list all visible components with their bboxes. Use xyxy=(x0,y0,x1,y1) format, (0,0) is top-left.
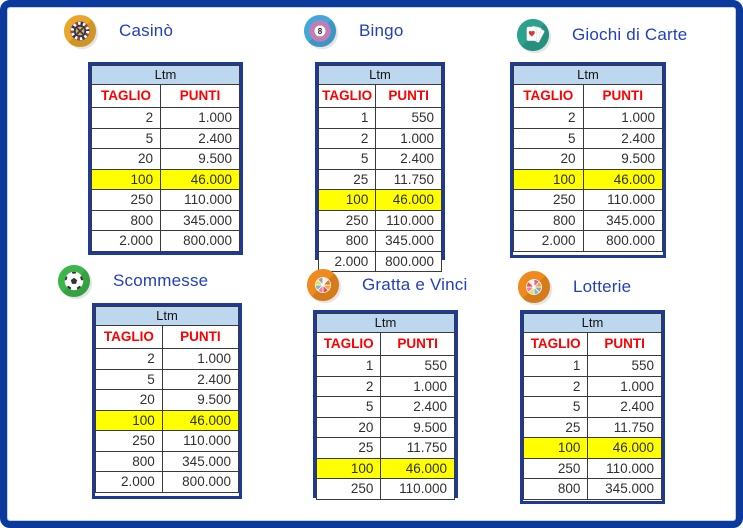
punti-cell: 345.000 xyxy=(385,233,434,248)
table-column-headers xyxy=(523,333,662,356)
taglio-cell: 20 xyxy=(96,390,163,410)
table-row xyxy=(513,170,663,191)
punti-column-header: PUNTI xyxy=(180,329,221,344)
table-row xyxy=(318,231,442,252)
punti-cell: 550 xyxy=(424,358,447,373)
table-row xyxy=(513,149,663,170)
table-group-header: Ltm xyxy=(316,313,455,333)
table-row xyxy=(523,438,662,459)
panel-title: Casinò xyxy=(119,21,174,40)
taglio-cell: 5 xyxy=(524,397,588,417)
table-row xyxy=(523,479,662,500)
taglio-cell: 5 xyxy=(317,397,381,417)
taglio-cell: 2.000 xyxy=(514,231,584,251)
table-row xyxy=(513,190,663,211)
table-row xyxy=(95,349,239,370)
table-row xyxy=(316,459,455,480)
taglio-cell: 5 xyxy=(514,129,584,149)
table-body xyxy=(316,356,455,500)
punti-cell: 9.500 xyxy=(197,392,231,407)
punti-cell: 110.000 xyxy=(606,460,654,476)
table-row xyxy=(91,170,240,191)
table-row xyxy=(318,170,442,191)
punti-cell: 110.000 xyxy=(399,481,447,496)
taglio-column-header: TAGLIO xyxy=(514,85,584,107)
svg-text:8: 8 xyxy=(317,26,323,36)
table-row xyxy=(513,211,663,232)
taglio-cell: 800 xyxy=(319,231,376,251)
table-row xyxy=(91,211,240,232)
punti-column-header: PUNTI xyxy=(602,88,644,103)
table-row xyxy=(513,231,663,252)
table-row xyxy=(523,377,662,398)
punti-cell: 46.000 xyxy=(163,411,238,431)
bingo-ball-icon xyxy=(303,14,337,48)
table-row xyxy=(316,397,455,418)
panel-title: Gratta e Vinci xyxy=(362,275,468,294)
gratta-e-vinci-points-table xyxy=(313,310,458,498)
punti-cell: 800.000 xyxy=(183,233,232,248)
punti-cell: 800.000 xyxy=(182,474,231,489)
punti-cell: 46.000 xyxy=(584,170,662,190)
punti-cell: 11.750 xyxy=(613,419,654,435)
taglio-cell: 2.000 xyxy=(96,472,163,492)
scommesse-header xyxy=(57,264,208,298)
punti-cell: 46.000 xyxy=(588,438,661,458)
giochi-di-carte-header xyxy=(516,18,687,52)
taglio-column-header: TAGLIO xyxy=(319,85,376,107)
taglio-column-header: TAGLIO xyxy=(96,326,163,348)
taglio-cell: 800 xyxy=(92,211,161,231)
punti-cell: 800.000 xyxy=(385,253,434,269)
casino-header xyxy=(63,14,173,48)
taglio-column-header: TAGLIO xyxy=(92,85,161,107)
taglio-cell: 25 xyxy=(319,170,376,190)
table-row xyxy=(95,411,239,432)
taglio-cell: 2 xyxy=(524,377,588,397)
bingo-header xyxy=(303,14,403,48)
taglio-cell: 800 xyxy=(96,452,163,472)
punti-cell: 2.400 xyxy=(621,130,655,146)
taglio-cell: 100 xyxy=(96,411,163,431)
punti-column-header: PUNTI xyxy=(388,88,429,103)
punti-cell: 1.000 xyxy=(413,378,447,394)
taglio-cell: 800 xyxy=(524,479,588,499)
table-row xyxy=(91,108,240,129)
taglio-cell: 1 xyxy=(317,356,381,376)
table-row xyxy=(316,479,455,500)
punti-cell: 2.400 xyxy=(620,399,654,414)
punti-cell: 9.500 xyxy=(413,419,447,435)
bingo-points-table xyxy=(315,62,445,269)
table-row xyxy=(318,129,442,150)
panel-title: Lotterie xyxy=(573,277,632,296)
table-group-header: Ltm xyxy=(513,65,663,85)
punti-cell: 1.000 xyxy=(620,378,654,394)
table-row xyxy=(95,390,239,411)
panel-title: Bingo xyxy=(359,21,404,40)
table-row xyxy=(523,356,662,377)
table-column-headers xyxy=(95,326,239,349)
table-row xyxy=(513,108,663,129)
gratta-e-vinci-header xyxy=(306,268,467,302)
punti-cell: 345.000 xyxy=(605,481,654,496)
taglio-cell: 2 xyxy=(319,129,376,149)
taglio-cell: 2 xyxy=(92,108,161,128)
table-row xyxy=(523,397,662,418)
punti-cell: 46.000 xyxy=(376,190,441,210)
table-body xyxy=(318,108,442,272)
punti-cell: 9.500 xyxy=(621,151,655,166)
roulette-icon xyxy=(63,14,97,48)
table-row xyxy=(318,190,442,211)
punti-column-header: PUNTI xyxy=(604,336,645,351)
punti-cell: 1.000 xyxy=(621,110,655,125)
table-row xyxy=(95,370,239,391)
soccer-ball-icon xyxy=(57,264,91,298)
table-column-headers xyxy=(91,85,240,108)
panel-title: Scommesse xyxy=(113,271,209,290)
punti-cell: 2.400 xyxy=(400,151,434,166)
punti-cell: 800.000 xyxy=(606,233,655,248)
table-body xyxy=(95,349,239,493)
taglio-cell: 100 xyxy=(92,170,161,190)
taglio-cell: 25 xyxy=(524,418,588,438)
scommesse-points-table xyxy=(92,303,242,499)
table-row xyxy=(316,438,455,459)
table-row xyxy=(91,149,240,170)
punti-column-header: PUNTI xyxy=(179,88,221,103)
table-group-header: Ltm xyxy=(523,313,662,333)
punti-cell: 2.400 xyxy=(413,399,447,414)
punti-cell: 1.000 xyxy=(198,110,232,125)
giochi-di-carte-points-table xyxy=(510,62,666,258)
table-column-headers xyxy=(318,85,442,108)
taglio-cell: 20 xyxy=(317,418,381,438)
punti-cell: 11.750 xyxy=(406,440,447,455)
table-row xyxy=(91,129,240,150)
taglio-cell: 2 xyxy=(96,349,163,369)
punti-cell: 550 xyxy=(631,358,654,373)
taglio-cell: 5 xyxy=(92,129,161,149)
taglio-column-header: TAGLIO xyxy=(524,333,588,355)
table-row xyxy=(316,356,455,377)
punti-column-header: PUNTI xyxy=(397,336,438,351)
punti-cell: 110.000 xyxy=(386,212,434,228)
table-row xyxy=(95,431,239,452)
punti-cell: 1.000 xyxy=(400,130,434,146)
taglio-cell: 800 xyxy=(514,211,584,231)
punti-cell: 11.750 xyxy=(393,171,434,187)
punti-cell: 345.000 xyxy=(182,453,231,469)
taglio-cell: 2 xyxy=(514,108,584,128)
taglio-cell: 100 xyxy=(319,190,376,210)
table-row xyxy=(95,452,239,473)
table-row xyxy=(91,190,240,211)
taglio-cell: 250 xyxy=(92,190,161,210)
table-group-header: Ltm xyxy=(318,65,442,85)
playing-cards-icon xyxy=(516,18,550,52)
table-row xyxy=(523,459,662,480)
table-row xyxy=(316,418,455,439)
prize-wheel-icon xyxy=(306,268,340,302)
taglio-cell: 2 xyxy=(317,377,381,397)
table-row xyxy=(318,211,442,232)
punti-cell: 46.000 xyxy=(381,459,454,479)
lotterie-header xyxy=(517,270,631,304)
taglio-cell: 250 xyxy=(317,479,381,499)
punti-cell: 110.000 xyxy=(607,192,655,207)
punti-cell: 2.400 xyxy=(197,371,231,387)
taglio-cell: 25 xyxy=(317,438,381,458)
punti-cell: 46.000 xyxy=(161,170,239,190)
taglio-cell: 5 xyxy=(319,149,376,169)
taglio-cell: 2.000 xyxy=(92,231,161,251)
taglio-cell: 20 xyxy=(92,149,161,169)
punti-cell: 1.000 xyxy=(197,351,231,366)
lottery-wheel-icon xyxy=(517,270,551,304)
table-row xyxy=(523,418,662,439)
table-row xyxy=(318,108,442,129)
table-body xyxy=(91,108,240,252)
table-column-headers xyxy=(316,333,455,356)
punti-cell: 2.400 xyxy=(198,130,232,146)
taglio-cell: 1 xyxy=(524,356,588,376)
table-group-header: Ltm xyxy=(91,65,240,85)
punti-cell: 9.500 xyxy=(198,151,232,166)
table-body xyxy=(513,108,663,252)
punti-cell: 345.000 xyxy=(606,212,655,228)
table-row xyxy=(95,472,239,493)
table-row xyxy=(316,377,455,398)
taglio-cell: 250 xyxy=(514,190,584,210)
taglio-cell: 100 xyxy=(514,170,584,190)
table-column-headers xyxy=(513,85,663,108)
table-row xyxy=(513,129,663,150)
punti-cell: 550 xyxy=(411,110,434,125)
taglio-cell: 20 xyxy=(514,149,584,169)
lotterie-points-table xyxy=(520,310,665,504)
taglio-cell: 250 xyxy=(319,211,376,231)
taglio-cell: 250 xyxy=(96,431,163,451)
panel-title: Giochi di Carte xyxy=(572,25,688,44)
taglio-cell: 100 xyxy=(317,459,381,479)
taglio-column-header: TAGLIO xyxy=(317,333,381,355)
taglio-cell: 5 xyxy=(96,370,163,390)
punti-cell: 110.000 xyxy=(183,433,231,448)
taglio-cell: 250 xyxy=(524,459,588,479)
table-row xyxy=(91,231,240,252)
casino-points-table xyxy=(88,62,243,255)
table-row xyxy=(318,149,442,170)
table-group-header: Ltm xyxy=(95,306,239,326)
punti-cell: 345.000 xyxy=(183,212,232,228)
taglio-cell: 100 xyxy=(524,438,588,458)
punti-cell: 110.000 xyxy=(184,192,232,207)
taglio-cell: 2.000 xyxy=(319,252,376,272)
table-body xyxy=(523,356,662,500)
taglio-cell: 1 xyxy=(319,108,376,128)
